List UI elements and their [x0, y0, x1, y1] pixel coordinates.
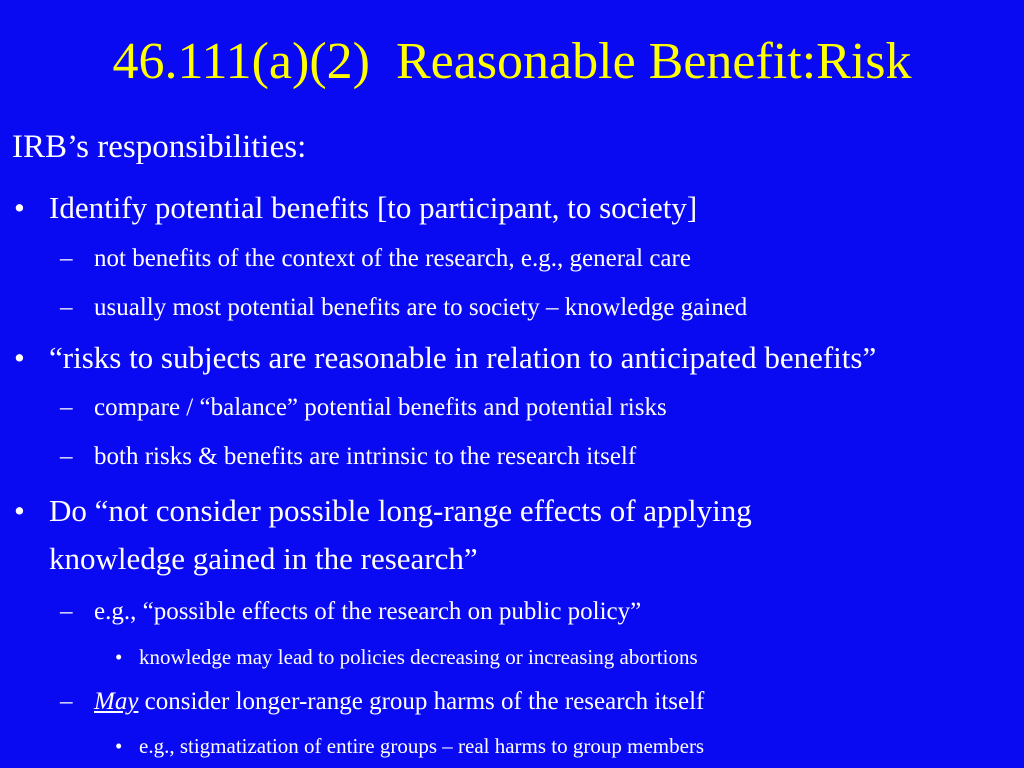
sub-not-benefits-context: not benefits of the context of the research, e.g., general care — [94, 245, 691, 272]
sub-group-harms — [94, 686, 704, 718]
bullet-long-range-line1: Do “not consider possible long-range effects of applying — [49, 493, 752, 528]
dash-marker: – — [60, 394, 73, 421]
item-stigmatization: e.g., stigmatization of entire groups – real harms to group members — [139, 734, 705, 758]
bullet-marker: • — [14, 190, 25, 225]
dash-marker: – — [60, 688, 73, 715]
intro-heading: IRB’s responsibilities: — [12, 129, 307, 165]
dash-marker: – — [60, 245, 73, 272]
item-abortion-policies: knowledge may lead to policies decreasing or increasing abortions — [139, 645, 698, 669]
bullet-identify-benefits: Identify potential benefits [to participant, to society] — [49, 190, 698, 225]
bullet-marker: • — [14, 340, 25, 375]
bullet-risks-reasonable: “risks to subjects are reasonable in relation to anticipated benefits” — [49, 340, 877, 375]
sub-intrinsic: both risks & benefits are intrinsic to the research itself — [94, 443, 637, 470]
bullet-marker: • — [115, 734, 123, 758]
dash-marker: – — [60, 443, 73, 470]
dash-marker: – — [60, 598, 73, 625]
sub-group-harms-rest: consider longer-range group harms of the research itself — [138, 688, 705, 715]
sub-public-policy: e.g., “possible effects of the research on public policy” — [94, 598, 642, 625]
bullet-long-range-line2: knowledge gained in the research” — [49, 541, 478, 576]
slide-title: 46.111(a)(2) Reasonable Benefit:Risk — [112, 33, 912, 90]
bullet-marker: • — [14, 493, 25, 528]
sub-compare-balance: compare / “balance” potential benefits and potential risks — [94, 394, 667, 421]
bullet-marker: • — [115, 645, 123, 669]
dash-marker: – — [60, 294, 73, 321]
sub-benefits-to-society: usually most potential benefits are to society – knowledge gained — [94, 294, 748, 321]
may-emphasis: May — [94, 688, 139, 715]
